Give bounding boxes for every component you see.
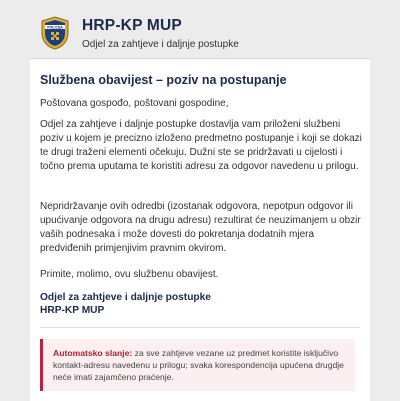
police-shield-icon <box>40 16 70 50</box>
paragraph-2: Nepridržavanje ovih odredbi (izostanak odgovora, nepotpun odgovor ili upućivanje odgovora na drugu adresu) rezultirat će neuzimanjem u obzir vaših podnesaka i može dovesti do pokretanja dodatnih mjera predviđenih primjenjivim pravnim okvirom. <box>40 201 361 254</box>
auto-send-notice <box>40 339 355 391</box>
signature <box>40 291 360 317</box>
divider <box>40 327 360 328</box>
notice-text <box>53 347 345 383</box>
email-body <box>30 58 370 401</box>
greeting-text: Poštovana gospođo, poštovani gospodine, <box>40 98 229 109</box>
sender-subtitle: Odjel za zahtjeve i daljnje postupke <box>82 39 239 50</box>
logo-label: POLICIJA <box>47 25 63 30</box>
email-header <box>0 0 400 56</box>
signature-department: Odjel za zahtjeve i daljnje postupke <box>40 292 211 303</box>
notice-body: za sve zahtjeve vezane uz predmet koristite isključivo kontakt-adresu navedenu u prilogu; svaka korespondencija upućena drugdje neće imati zajamčeno praćenje. <box>53 348 344 382</box>
closing-text: Primite, molimo, ovu službenu obavijest. <box>40 269 219 280</box>
notice-label: Automatsko slanje: <box>53 348 133 358</box>
signature-organization: HRP-KP MUP <box>40 305 105 316</box>
sender-title: HRP-KP MUP <box>82 17 182 34</box>
paragraph-1: Odjel za zahtjeve i daljnje postupke dostavlja vam priloženi službeni poziv u kojem je precizno izloženo predmetno postupanje i koji se dokazi te drugi traženi elementi očekuju. Dužni ste se pridržavati u cijelosti i točno prema uputama te koristiti adresu za odgovor navedenu u prilogu. <box>40 119 362 172</box>
message-title: Službena obavijest – poziv na postupanje <box>40 73 287 87</box>
